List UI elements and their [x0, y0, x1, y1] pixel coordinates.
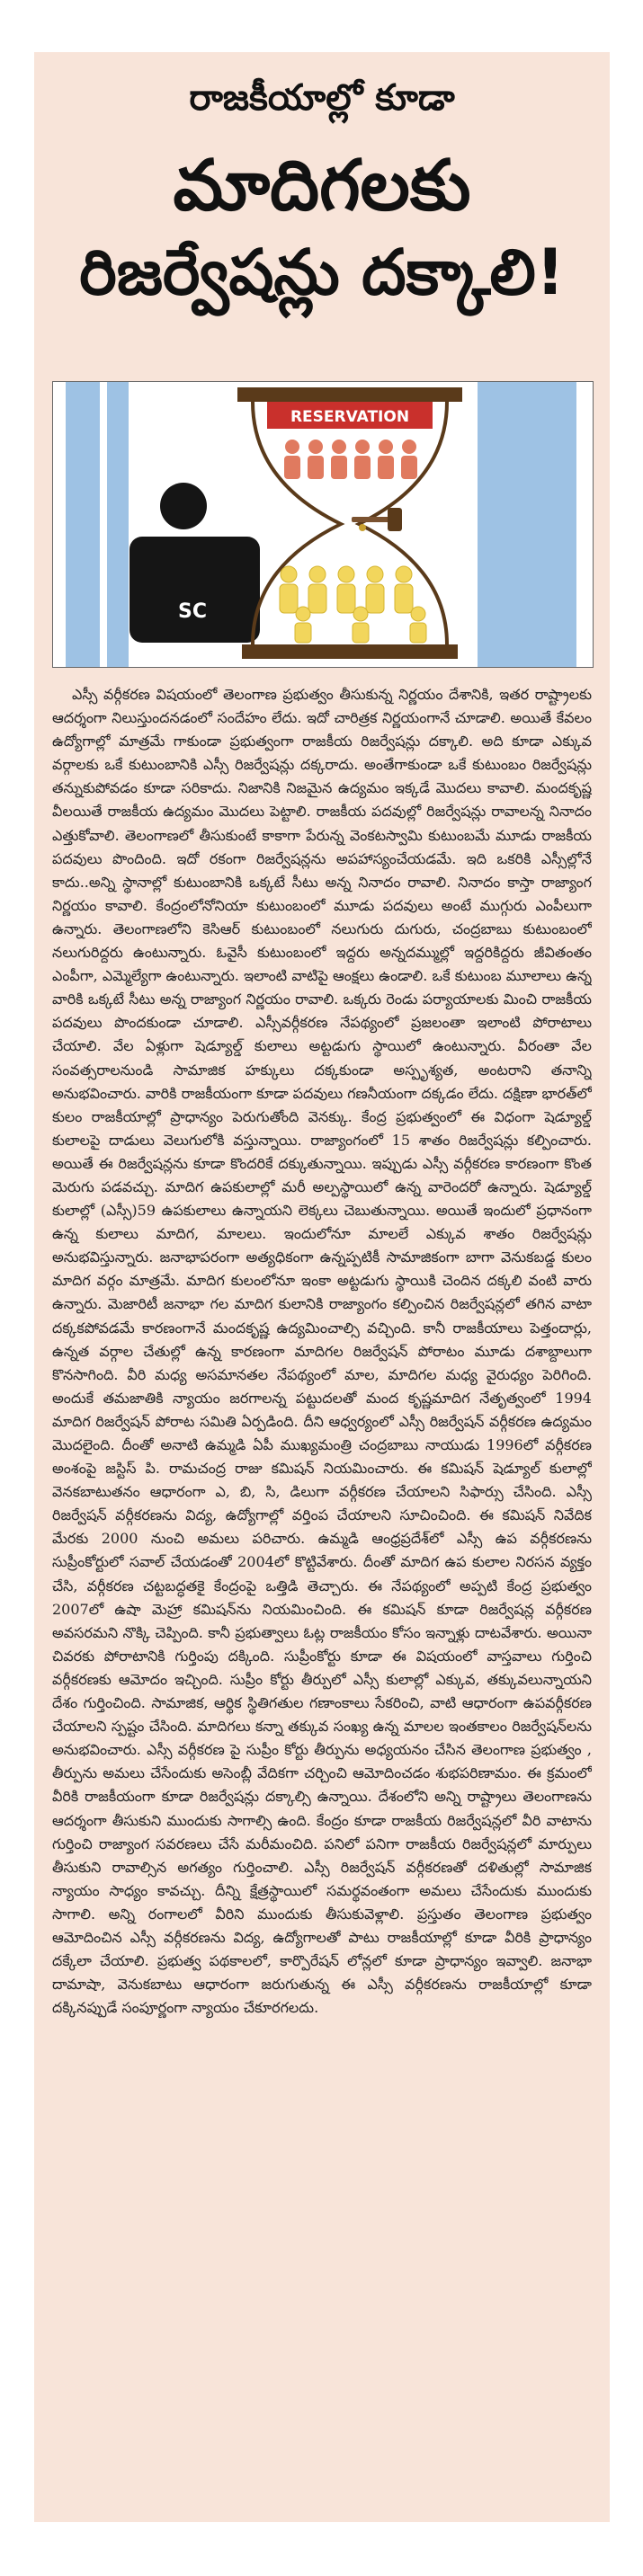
gavel-icon — [352, 508, 402, 531]
person-head-icon — [160, 483, 207, 529]
lower-crowd-icon — [280, 566, 426, 643]
headline-line-2: రిజర్వేషన్లు దక్కాలి! — [79, 235, 565, 309]
hourglass-bottom-bar — [242, 644, 458, 659]
newspaper-clipping — [34, 52, 610, 2522]
headline-kicker: రాజకీయాల్లో కూడా — [189, 77, 455, 119]
article-body: ఎస్సీ వర్గీకరణ విషయంలో తెలంగాణ ప్రభుత్వం తీసుకున్న నిర్ణయం దేశానికి, ఇతర రాష్ట్రాలకు ఆదర్శంగా నిలుస్తుందనడంలో సందేహం లేదు. ఇదో చారిత్రక నిర్ణయంగానే చూడాలి. అయితే కేవలం ఉద్యోగాల్లో మాత్రమే గాకుండా ప్రభుత్వంగా రాజకీయ రిజర్వేషన్లు దక్కాలి. అది కూడా ఎక్కువ వర్గాలకు ఒకే కుటుంబానికి ఎస్సీ రిజర్వేషన్లు దక్కరాదు. అంతేగాకుండా ఒకే కుటుంబం రిజర్వేషన్లు తన్నుకుపోవడం కూడా సరికాదు. నిజానికి నిజమైన ఉద్యమం ఇక్కడే మొదలు కావాలి. మందకృష్ణ వీలయితే రాజకీయ ఉద్యమం మొదలు పెట్టాలి. రాజకీయ పదవుల్లో రిజర్వేషన్లు రావాలన్న నినాదం ఎత్తుకోవాలి. తెలంగాణలో తీసుకుంటే కాకాగా పేరున్న వెంకటస్వామి కుటుంబమే మూడు రాజకీయ పదవులు పొందింది. ఇదో రకంగా రిజర్వేషన్లను అపహాస్యంచేయడమే. ఇది ఒకరికి ఎస్సీల్లోనే కాదు..అన్ని స్థానాల్లో కుటుంబానికి ఒక్కటే సీటు అన్న నినాదం రావాలి. నినాదం కాస్తా రాజ్యాంగ నిర్ణయం కావాలి. కేంద్రంలోనోనియా కుటుంబంలో మూడు పదవులు అంటే ముగ్గురు ఎంపీలుగా ఉన్నారు. తెలంగాణలోని కెసిఆర్ కుటుంబంలో నలుగురు దుగురు, చంద్రబాబు కుటుంబంలో నలుగురిద్దరు ఉంటున్నారు. ఓవైసీ కుటుంబంలో ఇద్దరు అన్నదమ్ముల్లో ఇద్దరికిద్దరు జీవితంతం ఎంపీగా, ఎమ్మెల్యేగా ఉంటున్నారు. ఇలాంటి వాటిపై ఆంక్షలు ఉండాలి. ఒకే కుటుంబ మూలాలు ఉన్న వారికి ఒక్కటే సీటు అన్న రాజ్యాంగ నిర్ణయం రావాలి. ఒక్కరు రెండు పర్యాయాలకు మించి రాజకీయ పదవులు పొందకుండా చూడాలి. ఎస్సీవర్గీకరణ నేపథ్యంలో ప్రజలంతా ఇలాంటి పోరాటాలు చేయాలి. వేల ఏళ్లుగా షెడ్యూల్డ్ కులాలు అట్టడుగు స్థాయిలో ఉంటున్నారు. వీరంతా వేల సంవత్సరాలనుండి సామాజిక హక్కులు దక్కకుండా అస్పృశ్యత, అంటరాని తనాన్ని అనుభవించారు. వారికి రాజకీయంగా కూడా పదవులు గణనీయంగా దక్కడం లేదు. దక్షిణా భారత్‌లో కులం రాజకీయాల్లో ప్రాధాన్యం పెరుగుతోంది వెనక్కు. కేంద్ర ప్రభుత్వంలో ఈ విధంగా షెడ్యూల్డ్ కులాలపై దాడులు వెలుగులోకి వస్తున్నాయి. రాజ్యాంగంలో 15 శాతం రిజర్వేషన్లు కల్పించారు. అయితే ఈ రిజర్వేషన్లను కూడా కొందరికే దక్కుతున్నాయి. ఇప్పుడు ఎస్సీ వర్గీకరణ కారణంగా కొంత మెరుగు పడవచ్చు. మాదిగ ఉపకులాల్లో మరీ అల్పస్థాయిలో ఉన్న వారెందరో ఉన్నారు. షెడ్యూల్డ్ కులాల్లో (ఎస్సీ)59 ఉపకులాలు ఉన్నాయని లెక్కలు చెబుతున్నాయి. అయితే ఇందులో ప్రధానంగా ఉన్న కులాలు మాదిగ, మాలలు. ఇందులోనూ మాలలే ఎక్కువ శాతం రిజర్వేషన్లు అనుభవిస్తున్నారు. జనాభాపరంగా అత్యధికంగా ఉన్నప్పటికీ సామాజికంగా బాగా వెనుకబడ్డ కులం మాదిగ వర్గం మాత్రమే. మాదిగ కులంలోనూ ఇంకా అట్టడుగు స్థాయికి చెందిన దక్కలి వంటి వారు ఉన్నారు. మెజారిటీ జనాభా గల మాదిగ కులానికి రాజ్యాంగం కల్పించిన రిజర్వేషన్లలో తగిన వాటా దక్కకపోవడమే కారణంగానే మందకృష్ణ ఉద్యమించాల్సి వచ్చింది. కానీ రాజకీయాలు పెత్తందార్లు, ఉన్నత వర్గాల చేతుల్లో ఉన్న కారణంగా మాదిగల రిజర్వేషన్ పోరాటం మూడు దశాబ్దాలుగా కొనసాగింది. వీరి మధ్య అసమానతల నేపథ్యంలో మాల, మాదిగల మధ్య వైరుధ్యం పెరిగింది. అందుకే తమజాతికి న్యాయం జరగాలన్న పట్టుదలతో మంద కృష్ణమాదిగ నేతృత్వంలో 1994 మాదిగ రిజర్వేషన్ పోరాట సమితి ఏర్పడింది. దీని ఆధ్వర్యంలో ఎస్సీ రిజర్వేషన్ వర్గీకరణ ఉద్యమం మొదలైంది. దీంతో అనాటి ఉమ్మడి ఏపీ ముఖ్యమంత్రి చంద్రబాబు నాయుడు 1996లో వర్గీకరణ అంశంపై జస్టిస్ పి. రామచంద్ర రాజు కమిషన్ నియమించారు. ఈ కమిషన్ షెడ్యూల్ కులాల్లో వెనకబాటుతనం ఆధారంగా ఎ, బి, సి, డిలుగా వర్గీకరణ చేయాలని సిఫార్సు చేసింది. ఎస్సీ రిజర్వేషన్ వర్గీకరణను విద్య, ఉద్యోగాల్లో వర్తింప చేయాలని సూచించింది. ఈ కమిషన్ నివేదిక మేరకు 2000 నుంచి అమలు పరిచారు. ఉమ్మడి ఆంధ్రప్రదేశ్‌లో ఎస్సీ ఉప వర్గీకరణను సుప్రీంకోర్టులో సవాల్ చేయడంతో 2004లో కొట్టివేశారు. దీంతో మాదిగ ఉప కులాల నిరసన వ్యక్తం చేసి, వర్గీకరణ చట్టబద్ధతకై కేంద్రంపై ఒత్తిడి తెచ్చారు. ఈ నేపథ్యంలో అప్పటి కేంద్ర ప్రభుత్వం 2007లో ఉషా మెహ్రా కమిషన్‌ను నియమించింది. ఈ కమిషన్ కూడా రిజర్వేషన్ల వర్గీకరణ అవసరమని నొక్కి చెప్పింది. కానీ ప్రభుత్వాలు ఓట్ల రాజకీయం కోసం ఇన్నాళ్లు దాటవేశారు. అయినా చివరకు పోరాటానికి గుర్తింపు దక్కింది. సుప్రీంకోర్టు కూడా ఈ విషయంలో వాస్తవాలు గుర్తించి వర్గీకరణకు ఆమోదం ఇచ్చింది. సుప్రీం కోర్టు తీర్పులో ఎస్సీ కులాల్లో ఎక్కువ, తక్కువలున్నాయని దేశం గుర్తించింది. సామాజిక, ఆర్థిక స్థితిగతుల గణాంకాలు సేకరించి, వాటి ఆధారంగా ఉపవర్గీకరణ చేయాలని స్పష్టం చేసింది. మాదిగలు కన్నా తక్కువ సంఖ్య ఉన్న మాలల ఇంతకాలం రిజర్వేషన్‌లను అనుభవించారు. ఎస్సీ వర్గీకరణ పై సుప్రీం కోర్టు తీర్పును అధ్యయనం చేసిన తెలంగాణ ప్రభుత్వం , తీర్పును అమలు చేసేందుకు అసెంబ్లీ వేదికగా చర్చించి ఆమోదించడం శుభపరిణామం. ఈ క్రమంలో వీరికి రాజకీయంగా కూడా రిజర్వేషన్లు దక్కాల్సి ఉన్నాయి. దేశంలోని అన్ని రాష్ట్రాలు తెలంగాణను ఆదర్శంగా తీసుకుని ముందుకు సాగాల్సి ఉంది. కేంద్రం కూడా రాజకీయ రిజర్వేషన్లలో వీరి వాటాను గుర్తించి రాజ్యాంగ సవరణలు చేసే మరీమంచిది. పనిలో పనిగా రాజకీయ రిజర్వేషన్లలో మార్పులు తీసుకుని రావాల్సిన అగత్యం గుర్తించాలి. ఎస్సీ రిజర్వేషన్ వర్గీకరణతో దళితుల్లో సామాజిక న్యాయం సాధ్యం కావచ్చు. దీన్ని క్షేత్రస్థాయిలో సమర్థవంతంగా అమలు చేసేందుకు ముందుకు సాగాలి. అన్ని రంగాలలో వీరిని ముందుకు తీసుకువెళ్లాలి. ప్రస్తుతం తెలంగాణ ప్రభుత్వం ఆమోదించిన ఎస్సీ వర్గీకరణను విద్య, ఉద్యోగాలతో పాటు రాజకీయాల్లో కూడా వీరికి ప్రాధాన్యం దక్కేలా చేయాలి. ప్రభుత్వ పథకాలలో, కార్పొరేషన్ లోన్లలో కూడా ప్రాధాన్యం ఇవ్వాలి. జనాభా దామాషా, వెనుకబాటు ఆధారంగా జరుగుతున్న ఈ ఎస్సీ వర్గీకరణను రాజకీయాల్లో కూడా దక్కినప్పుడే సంపూర్ణంగా న్యాయం చేకూరగలదు. — [52, 686, 592, 2017]
upper-crowd-icon — [284, 440, 417, 479]
reservation-banner-label: RESERVATION — [290, 408, 410, 426]
sc-badge-label: SC — [178, 600, 207, 623]
left-stripe-1 — [66, 382, 100, 667]
reservation-illustration-svg — [53, 382, 593, 667]
sc-figure-body — [129, 537, 260, 643]
headline-line-1: మాదిగలకు — [173, 146, 471, 227]
reservation-illustration — [52, 381, 594, 668]
right-stripe — [478, 382, 576, 667]
left-stripe-2 — [107, 382, 129, 667]
hourglass-top-bar — [237, 387, 462, 402]
